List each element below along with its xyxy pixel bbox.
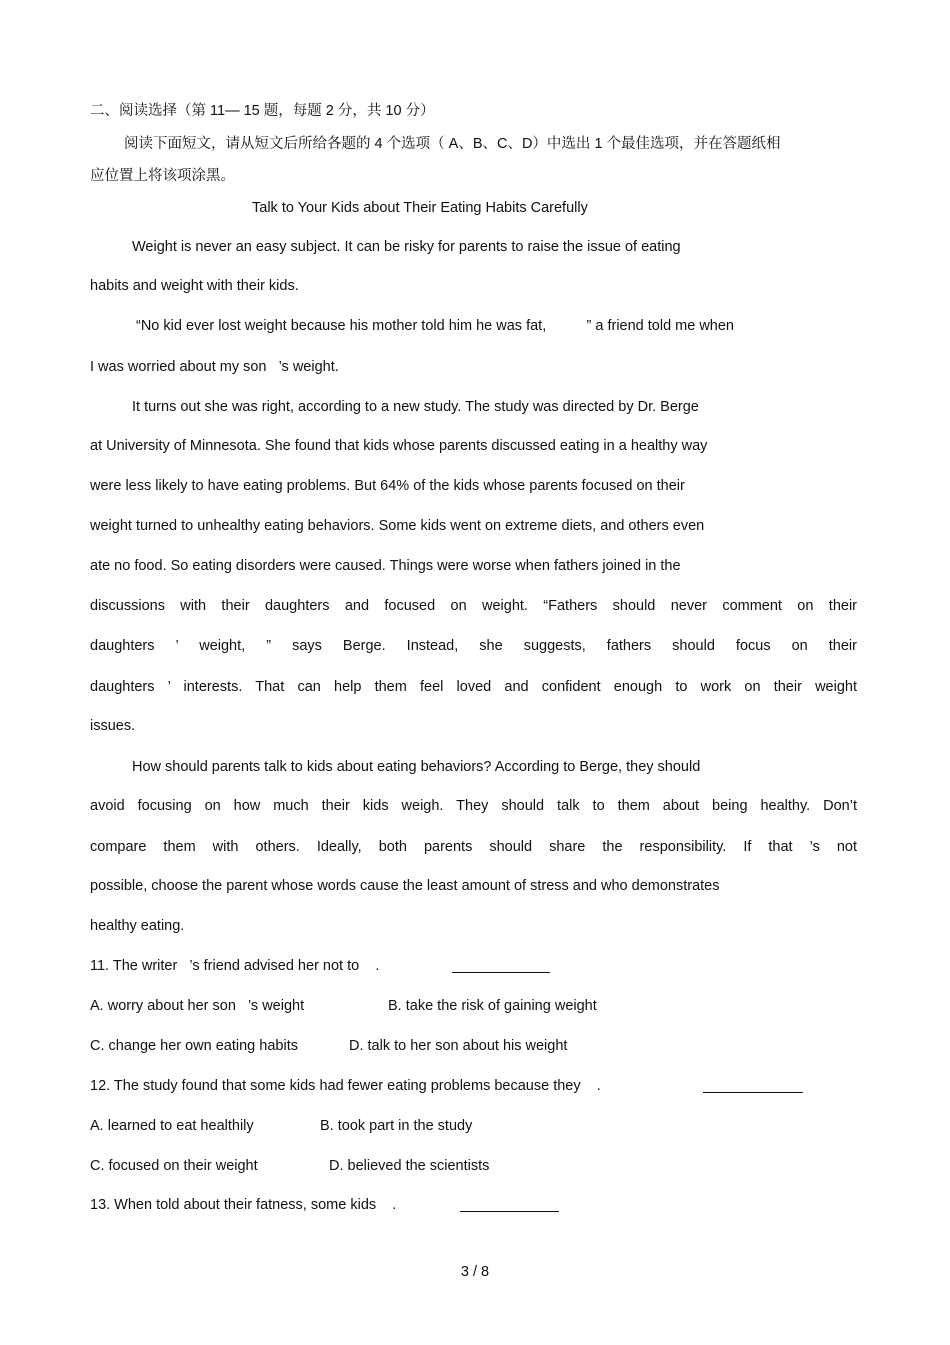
passage-line: habits and weight with their kids. — [90, 278, 299, 294]
page-number: 3 / 8 — [460, 1264, 490, 1280]
passage-line: weight turned to unhealthy eating behaviors. Some kids went on extreme diets, and others even — [90, 518, 705, 534]
passage-line-justified: daughters ’ weight, ” says Berge. Instead, she suggests, fathers should focus on their — [90, 638, 857, 654]
passage-line: I was worried about my son ’s weight. — [90, 359, 339, 375]
option: C. change her own eating habits — [90, 1038, 298, 1054]
passage-line: healthy eating. — [90, 918, 185, 934]
section-heading: 二、阅读选择（第 11— 15 题，每题 2 分，共 10 分） — [90, 103, 435, 119]
instructions-line-1: 阅读下面短文，请从短文后所给各题的 4 个选项（ A、B、C、D）中选出 1 个最佳选项，并在答题纸相 — [124, 136, 781, 152]
passage-line: possible, choose the parent whose words cause the least amount of stress and who demonstrates — [90, 878, 720, 894]
option: B. take the risk of gaining weight — [388, 998, 597, 1014]
option: C. focused on their weight — [90, 1158, 258, 1174]
option: A. learned to eat healthily — [90, 1118, 254, 1134]
passage-title: Talk to Your Kids about Their Eating Habits Carefully — [252, 200, 588, 216]
passage-line: It turns out she was right, according to a new study. The study was directed by Dr. Berge — [132, 399, 699, 415]
option: A. worry about her son ’s weight — [90, 998, 305, 1014]
passage-line-justified: daughters ’ interests. That can help them feel loved and confident enough to work on their weight — [90, 679, 857, 695]
passage-line-justified: avoid focusing on how much their kids weigh. They should talk to them about being healthy. Don’t — [90, 798, 857, 814]
passage-line: were less likely to have eating problems. But 64% of the kids whose parents focused on their — [90, 478, 685, 494]
passage-line: ate no food. So eating disorders were caused. Things were worse when fathers joined in the — [90, 558, 681, 574]
option: B. took part in the study — [320, 1118, 473, 1134]
passage-line: issues. — [90, 718, 136, 734]
passage-line-justified: discussions with their daughters and focused on weight. “Fathers should never comment on their — [90, 598, 857, 614]
passage-line: at University of Minnesota. She found that kids whose parents discussed eating in a healthy way — [90, 438, 708, 454]
option: D. believed the scientists — [329, 1158, 490, 1174]
passage-line: Weight is never an easy subject. It can be risky for parents to raise the issue of eating — [132, 239, 681, 255]
passage-line: “No kid ever lost weight because his mother told him he was fat, ” a friend told me when — [136, 318, 734, 334]
option: D. talk to her son about his weight — [349, 1038, 568, 1054]
passage-line: How should parents talk to kids about eating behaviors? According to Berge, they should — [132, 759, 701, 775]
answer-blank[interactable] — [460, 1211, 559, 1212]
question-stem: 12. The study found that some kids had fewer eating problems because they . — [90, 1078, 601, 1094]
passage-line-justified: compare them with others. Ideally, both parents should share the responsibility. If that ’s not — [90, 839, 857, 855]
question-stem: 11. The writer ’s friend advised her not to . — [90, 958, 380, 974]
answer-blank[interactable] — [452, 972, 550, 973]
answer-blank[interactable] — [703, 1092, 803, 1093]
instructions-line-2: 应位置上将该项涂黑。 — [90, 168, 235, 184]
question-stem: 13. When told about their fatness, some kids . — [90, 1197, 397, 1213]
